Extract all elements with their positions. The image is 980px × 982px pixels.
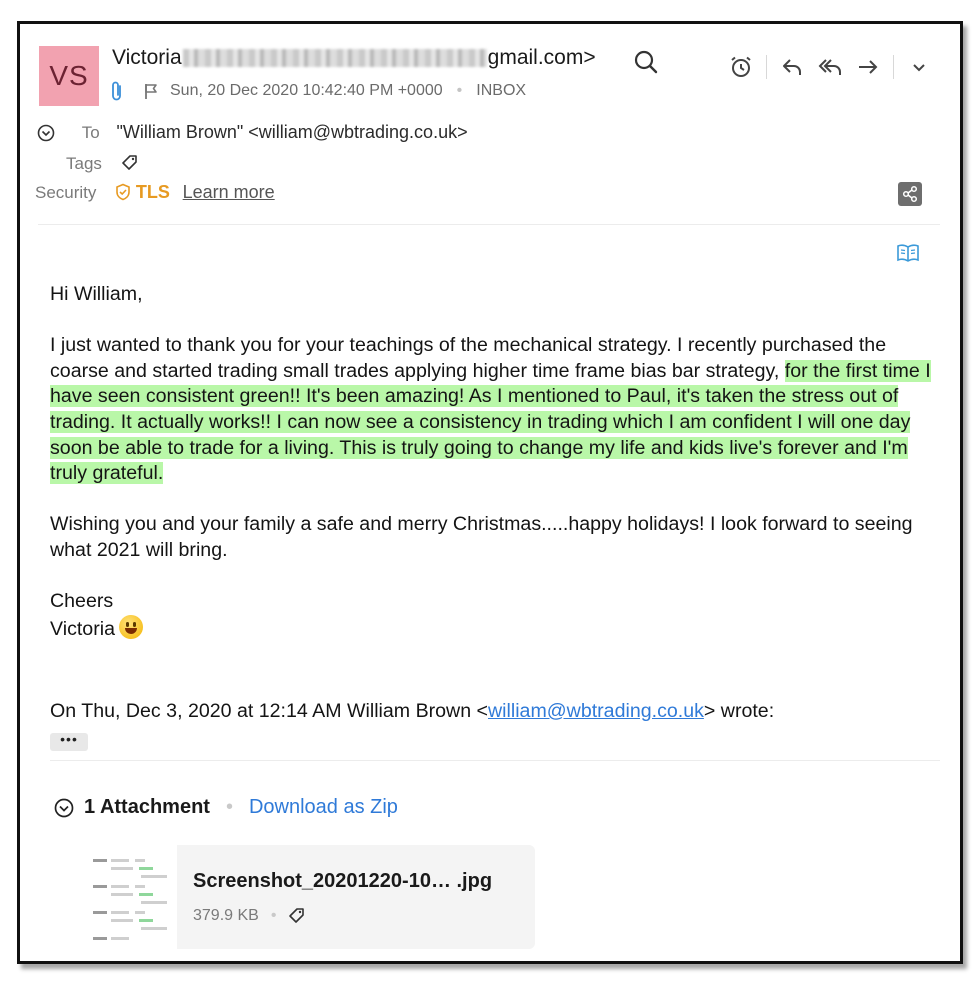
reply-icon (780, 55, 804, 79)
paragraph-2: Wishing you and your family a safe and merry Christmas.....happy holidays! I look forward to seeing what 2021 will bring. (50, 513, 913, 561)
reply-button[interactable] (779, 54, 805, 80)
folder-label[interactable]: INBOX (476, 82, 527, 99)
message-body (50, 282, 945, 642)
more-actions-button[interactable] (906, 54, 932, 80)
share-button[interactable] (898, 182, 922, 206)
download-zip-link[interactable]: Download as Zip (248, 796, 398, 818)
attachment-thumbnail[interactable] (87, 845, 177, 949)
to-label: To (81, 123, 100, 142)
learn-more-link[interactable]: Learn more (182, 182, 275, 202)
highlighted-text: for the first time I have seen consistent green!! It's been amazing! As I mentioned to Paul, it's taken the stress out of trading. It actually works!! I can now see a consistency in trading which I am confident I will one day soon be able to trade for a living. This is truly going to change my life and kids live's forever and I'm truly grateful. (50, 359, 931, 485)
reading-view-button[interactable] (896, 242, 920, 264)
quote-prefix: On Thu, Dec 3, 2020 at 12:14 AM William Brown < (50, 700, 488, 722)
attachments-divider (50, 760, 940, 761)
attachment-separator: • (225, 796, 233, 818)
attachment-meta-separator: • (270, 907, 277, 924)
attachment-count: 1 Attachment (84, 796, 210, 818)
show-quoted-text-button[interactable]: ••• (50, 733, 88, 751)
search-icon (632, 48, 660, 76)
quote-header (50, 700, 774, 723)
tag-icon[interactable] (121, 154, 139, 172)
attachment-card[interactable] (87, 845, 535, 949)
attachment-filename[interactable]: Screenshot_20201220-10… .jpg (193, 870, 493, 892)
sender-avatar[interactable] (39, 46, 99, 106)
collapse-attachments-icon[interactable] (54, 798, 74, 818)
greeting: Hi William, (50, 283, 143, 305)
tag-icon[interactable] (288, 907, 306, 925)
message-date: Sun, 20 Dec 2020 10:42:40 PM +0000 (170, 82, 443, 99)
meta-separator: • (456, 82, 463, 99)
avatar-initials: VS (49, 60, 89, 91)
email-view (17, 21, 963, 964)
forward-button[interactable] (855, 54, 881, 80)
paragraph-1 (50, 333, 945, 487)
security-row (35, 182, 275, 203)
redacted-email (183, 49, 487, 67)
flag-icon[interactable] (142, 82, 160, 100)
reply-all-icon (817, 55, 843, 79)
expand-details-icon[interactable] (37, 124, 55, 142)
quote-email-link[interactable]: william@wbtrading.co.uk (488, 700, 704, 722)
toolbar-separator (893, 55, 894, 79)
signoff: Cheers (50, 590, 114, 613)
chevron-down-icon (911, 59, 927, 75)
message-actions (728, 54, 932, 80)
message-meta (110, 80, 526, 102)
forward-arrow-icon (856, 55, 880, 79)
sender-address[interactable] (112, 46, 596, 70)
sender-name: Victoria (112, 46, 182, 69)
attachment-size: 379.9 KB (193, 907, 259, 924)
tags-label: Tags (66, 154, 102, 173)
attachment-meta (193, 907, 306, 925)
tags-row (66, 154, 139, 174)
quote-suffix: > wrote: (703, 700, 775, 722)
to-recipient[interactable]: "William Brown" <william@wbtrading.co.uk> (116, 122, 468, 142)
snooze-button[interactable] (728, 54, 754, 80)
toolbar-separator (766, 55, 767, 79)
book-icon (896, 242, 920, 264)
attachments-header (54, 796, 398, 819)
signature-line (50, 615, 945, 643)
signature: Victoria (50, 617, 115, 640)
shield-icon (115, 183, 131, 201)
smiley-emoji-icon (119, 615, 143, 639)
share-icon (901, 185, 919, 203)
tls-badge: TLS (135, 182, 170, 202)
sender-email-domain: gmail.com> (487, 46, 596, 69)
to-row (37, 122, 468, 143)
paragraph-1-text: I just wanted to thank you for your teachings of the mechanical strategy. I recently purchased the coarse and started trading small trades applying higher time frame bias bar strategy, (50, 334, 887, 382)
reply-all-button[interactable] (817, 54, 843, 80)
security-label: Security (35, 183, 97, 202)
paperclip-icon (110, 80, 124, 102)
header-divider (38, 224, 940, 225)
search-sender-button[interactable] (632, 48, 660, 76)
alarm-clock-icon (729, 55, 753, 79)
